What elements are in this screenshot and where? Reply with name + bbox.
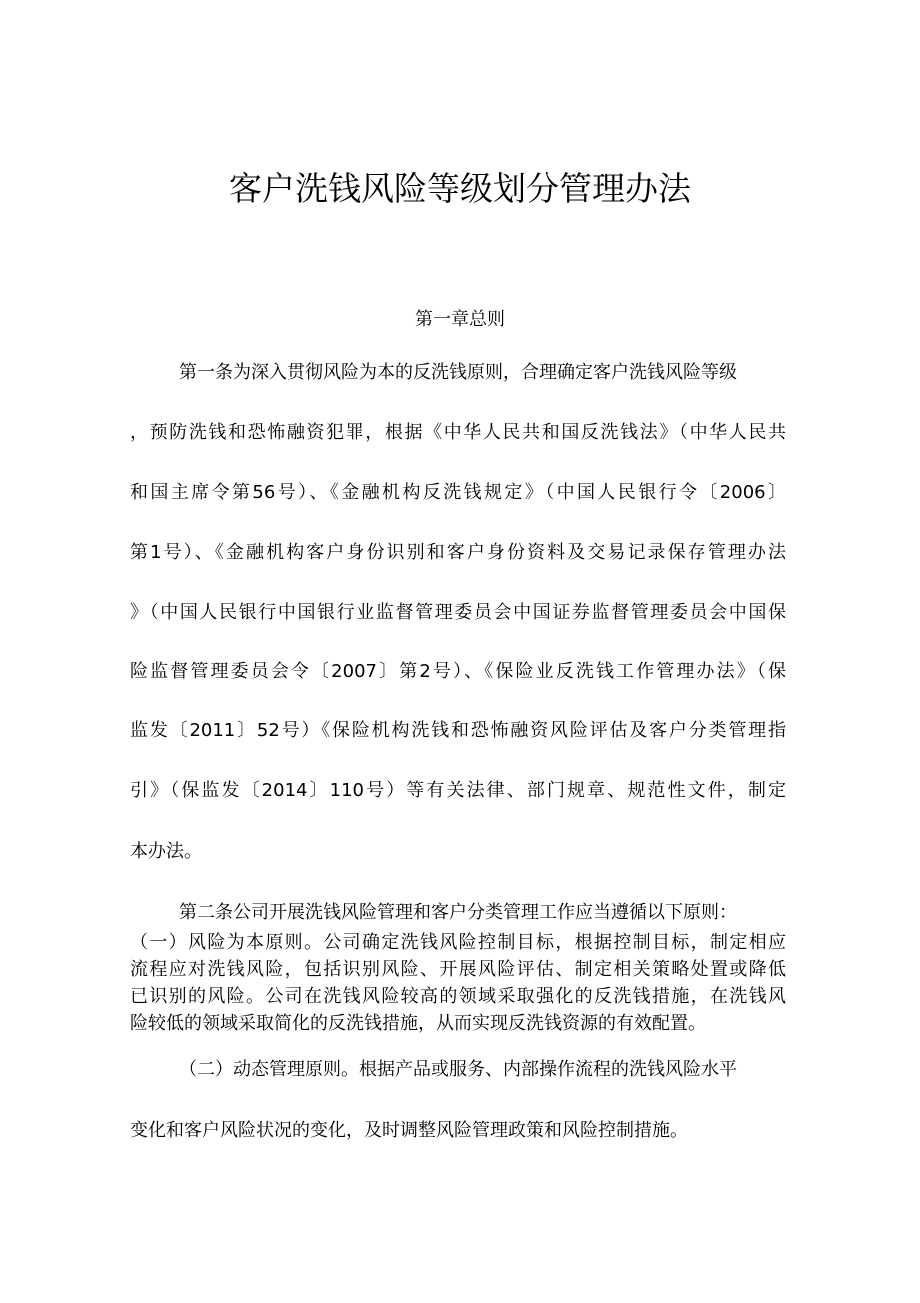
- chapter-heading: 第一章总则: [415, 309, 505, 330]
- paragraph-line: （二）动态管理原则。根据产品或服务、内部操作流程的洗钱风险水平: [179, 1059, 737, 1080]
- paragraph-line: 引》（保监发〔2014〕110号）等有关法律、部门规章、规范性文件，制定: [130, 780, 786, 801]
- paragraph-line: 第1号）、《金融机构客户身份识别和客户身份资料及交易记录保存管理办法: [130, 542, 786, 563]
- document-title: 客户洗钱风险等级划分管理办法: [229, 169, 691, 208]
- paragraph-line: 变化和客户风险状况的变化，及时调整风险管理政策和风险控制措施。: [130, 1120, 688, 1141]
- paragraph-line: 险较低的领域采取简化的反洗钱措施，从而实现反洗钱资源的有效配置。: [130, 1013, 706, 1034]
- paragraph-line: ，预防洗钱和恐怖融资犯罪，根据《中华人民共和国反洗钱法》（中华人民共: [130, 422, 786, 443]
- paragraph-line: 流程应对洗钱风险，包括识别风险、开展风险评估、制定相关策略处置或降低: [130, 959, 786, 980]
- paragraph-line: （一）风险为本原则。公司确定洗钱风险控制目标，根据控制目标，制定相应: [130, 932, 786, 953]
- paragraph-line: 监发〔2011〕52号）《保险机构洗钱和恐怖融资风险评估及客户分类管理指: [130, 720, 786, 741]
- paragraph-line: 和国主席令第56号）、《金融机构反洗钱规定》（中国人民银行令〔2006〕: [130, 482, 786, 503]
- paragraph-line: 第二条公司开展洗钱风险管理和客户分类管理工作应当遵循以下原则：: [179, 902, 737, 923]
- paragraph-line: 险监督管理委员会令〔2007〕第2号）、《保险业反洗钱工作管理办法》（保: [130, 661, 786, 682]
- paragraph-line: 第一条为深入贯彻风险为本的反洗钱原则，合理确定客户洗钱风险等级: [179, 362, 737, 383]
- paragraph-line: 本办法。: [130, 841, 202, 862]
- paragraph-line: 》（中国人民银行中国银行业监督管理委员会中国证券监督管理委员会中国保: [130, 602, 786, 623]
- paragraph-line: 已识别的风险。公司在洗钱风险较高的领域采取强化的反洗钱措施，在洗钱风: [130, 986, 786, 1007]
